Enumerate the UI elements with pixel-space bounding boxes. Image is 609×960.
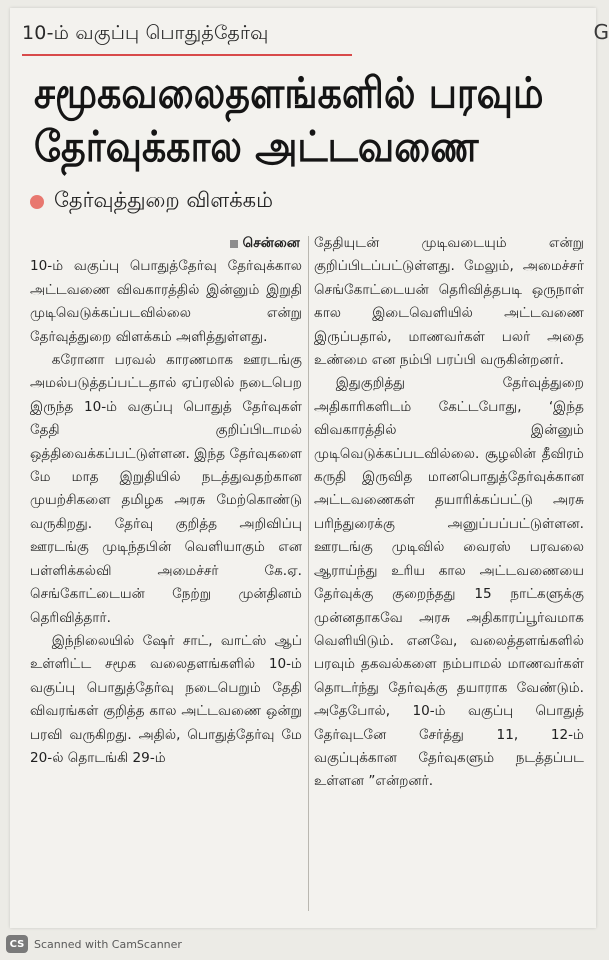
camscanner-icon: CS: [6, 935, 28, 953]
square-icon: [230, 240, 238, 248]
subhead: [30, 188, 273, 215]
column-divider: [308, 236, 309, 911]
kicker-underline: [22, 54, 352, 56]
dateline-text: சென்னை: [242, 235, 300, 251]
scanner-watermark: [6, 934, 182, 954]
bullet-dot-icon: [30, 195, 44, 209]
headline-line-1: சமூகவலைதளங்களில் பரவும்: [34, 68, 544, 118]
watermark-text: Scanned with CamScanner: [34, 937, 182, 951]
paragraph: 10-ம் வகுப்பு பொதுத்தேர்வு தேர்வுக்கால அட்டவணை விவகாரத்தில் இன்னும் இறுதி முடிவெடுக்கப்படவில்லை என்று தேர்வுத்துறை விளக்கம் அளித்துள்ளது.: [30, 258, 302, 345]
paragraph: இதுகுறித்து தேர்வுத்துறை அதிகாரிகளிடம் கேட்டபோது, ‘இந்த விவகாரத்தில் இன்னும் முடிவெடுக்கப்படவில்லை. சூழலின் தீவிரம் கருதி இருவித மானபொதுத்தேர்வுக்கான அட்டவணைகள் தயாரிக்கப்பட்டு அரசு பரிந்துரைக்கு அனுப்பப்பட்டுள்ளன. ஊரடங்கு முடிவில் வைரஸ் பரவலை ஆராய்ந்து உரிய கால அட்டவணையை தேர்வுக்கு குறைந்தது 15 நாட்களுக்கு முன்னதாகவே அரசு அதிகாரப்பூர்வமாக வெளியிடும். எனவே, வலைத்தளங்களில் பரவும் தகவல்களை நம்பாமல் மாணவர்கள் தொடர்ந்து தேர்வுக்கு தயாராக வேண்டும். அதேபோல், 10-ம் வகுப்பு பொதுத் தேர்வுடனே சேர்த்து 11, 12-ம் வகுப்புக்கான தேர்வுகளும் நடத்தப்பட உள்ளன ”என்றனர்.: [314, 375, 584, 790]
article-column-left: [30, 232, 302, 770]
paragraph: தேதியுடன் முடிவடையும் என்று குறிப்பிடப்பட்டுள்ளது. மேலும், அமைச்சர் செங்கோட்டையன் தெரிவித்தபடி ஒருநாள் கால இடைவெளியில் அட்டவணை இருப்பதால், மாணவர்கள் பலர் அதை உண்மை என நம்பி பரப்பி வருகின்றனர்.: [314, 235, 584, 369]
article-column-right: [314, 232, 584, 794]
kicker-label: 10-ம் வகுப்பு பொதுத்தேர்வு: [22, 22, 269, 44]
dateline: [30, 232, 300, 255]
headline-line-2: தேர்வுக்கால அட்டவணை: [34, 122, 479, 172]
headline: [34, 66, 594, 174]
subhead-text: தேர்வுத்துறை விளக்கம்: [54, 188, 273, 212]
paragraph: கரோனா பரவல் காரணமாக ஊரடங்கு அமல்படுத்தப்பட்டதால் ஏப்ரலில் நடைபெற இருந்த 10-ம் வகுப்பு பொதுத் தேர்வுகள் தேதி குறிப்பிடாமல் ஒத்திவைக்கப்பட்டுள்ளன. இந்த தேர்வுகளை மே மாத இறுதியில் நடத்துவதற்கான முயற்சிகளை தமிழக அரசு மேற்கொண்டு வருகிறது. தேர்வு குறித்த அறிவிப்பு ஊரடங்கு முடிந்தபின் வெளியாகும் என பள்ளிக்கல்வி அமைச்சர் கே.ஏ. செங்கோட்டையன் நேற்று முன்தினம் தெரிவித்தார்.: [30, 352, 302, 626]
edge-text: G: [593, 20, 609, 44]
paragraph: இந்நிலையில் ஷேர் சாட், வாட்ஸ் ஆப் உள்ளிட்ட சமூக வலைதளங்களில் 10-ம் வகுப்பு பொதுத்தேர்வு நடைபெறும் தேதி விவரங்கள் குறித்த கால அட்டவணை ஒன்று பரவி வருகிறது. அதில், பொதுத்தேர்வு மே 20-ல் தொடங்கி 29-ம்: [30, 632, 302, 766]
